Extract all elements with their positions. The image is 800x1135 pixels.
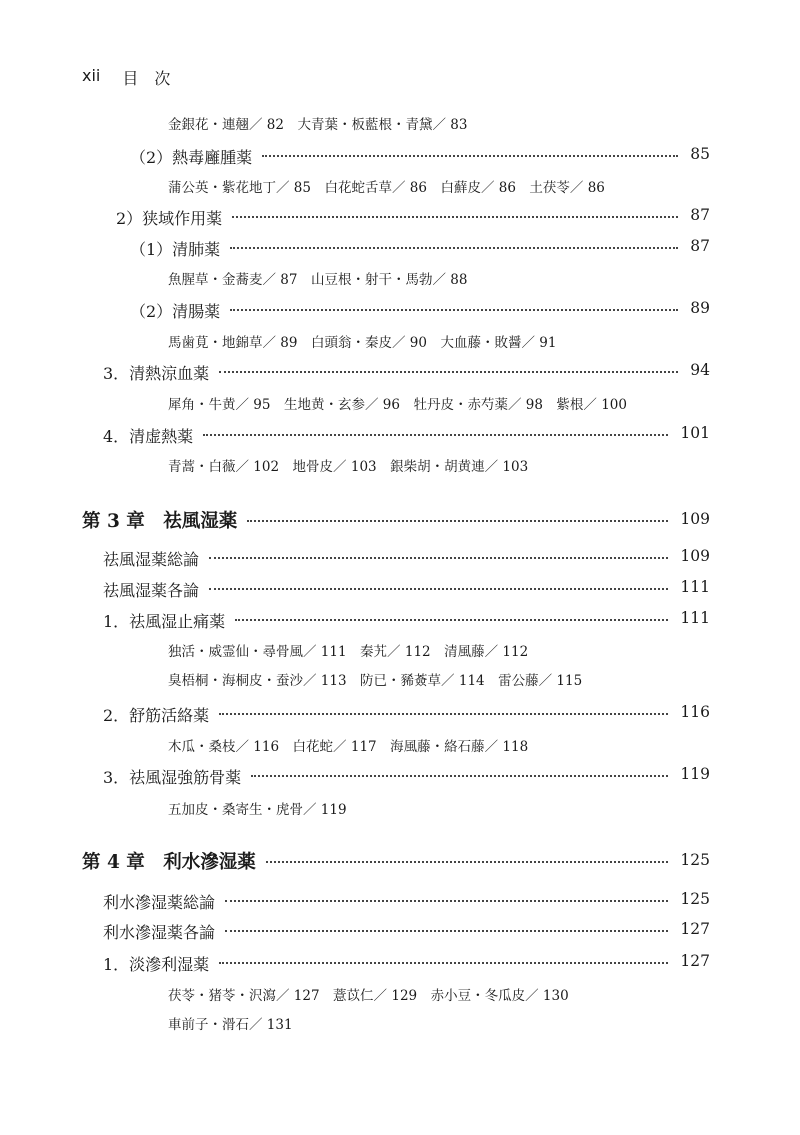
- toc-entry: [0, 698, 800, 728]
- toc-page-number: 125: [680, 890, 710, 908]
- toc-entry-title: 利水滲湿薬各論: [103, 923, 216, 942]
- toc-sub-line: [0, 448, 800, 478]
- toc-entry-title: （2）清腸薬: [130, 302, 221, 321]
- toc-entry: [0, 356, 800, 386]
- toc-page-number: 87: [690, 237, 710, 255]
- toc-entry-title: 第 4 章 利水滲湿薬: [82, 852, 256, 873]
- toc-sub-line: [0, 728, 800, 758]
- toc-entry: [0, 915, 800, 945]
- toc-sub-line: [0, 662, 800, 692]
- toc-page-number: 87: [690, 206, 710, 224]
- toc-entry: [0, 885, 800, 915]
- toc-sub-line: [0, 791, 800, 821]
- toc-page-number: 111: [680, 578, 710, 596]
- toc-sub-text: 臭梧桐・海桐皮・蚕沙／ 113 防已・豨薟草／ 114 雷公藤／ 115: [168, 673, 583, 689]
- toc-page-number: 101: [680, 424, 710, 442]
- toc-sub-line: [0, 633, 800, 663]
- toc-sub-text: 木瓜・桑枝／ 116 白花蛇／ 117 海風藤・絡石藤／ 118: [168, 739, 529, 755]
- toc-page-number: 111: [680, 609, 710, 627]
- toc-entry-title: 祛風湿薬総論: [103, 550, 200, 569]
- toc-entry: [0, 140, 800, 170]
- toc-leader-dots: [219, 713, 668, 715]
- page-header: [82, 66, 170, 89]
- toc-sub-text: 茯苓・猪苓・沢瀉／ 127 薏苡仁／ 129 赤小豆・冬瓜皮／ 130: [168, 988, 569, 1004]
- toc-entry: [0, 201, 800, 231]
- toc-sub-text: 馬歯莧・地錦草／ 89 白頭翁・秦皮／ 90 大血藤・敗醤／ 91: [168, 335, 557, 351]
- toc-sub-line: [0, 386, 800, 416]
- toc-sub-text: 魚腥草・金蕎麦／ 87 山豆根・射干・馬勃／ 88: [168, 272, 468, 288]
- toc-sub-line: [0, 261, 800, 291]
- toc-entry-title: （1）清肺薬: [130, 240, 221, 259]
- toc-sub-line: [0, 324, 800, 354]
- toc-sub-text: 車前子・滑石／ 131: [168, 1017, 293, 1033]
- toc-leader-dots: [209, 588, 668, 590]
- toc-entry-title: 祛風湿薬各論: [103, 581, 200, 600]
- toc-entry-title: 1．淡滲利湿薬: [103, 955, 210, 974]
- toc-leader-dots: [262, 155, 678, 157]
- toc-page-number: 119: [680, 765, 710, 783]
- toc-page-number: 127: [680, 952, 710, 970]
- toc-entry-title: 利水滲湿薬総論: [103, 893, 216, 912]
- toc-leader-dots: [230, 309, 678, 311]
- toc-leader-dots: [235, 619, 668, 621]
- toc-entry: [0, 232, 800, 262]
- toc-sub-text: 青蒿・白薇／ 102 地骨皮／ 103 銀柴胡・胡黄連／ 103: [168, 459, 529, 475]
- toc-sub-text: 金銀花・連翹／ 82 大青葉・板藍根・青黛／ 83: [168, 117, 468, 133]
- toc-entry: [0, 760, 800, 790]
- toc-entry: [0, 542, 800, 572]
- toc-page-number: 116: [680, 703, 710, 721]
- toc-page-number: 94: [690, 361, 710, 379]
- toc-page-number: 109: [680, 547, 710, 565]
- toc-leader-dots: [266, 861, 668, 863]
- toc-leader-dots: [219, 962, 668, 964]
- toc-entry: [0, 294, 800, 324]
- toc-sub-text: 五加皮・桑寄生・虎骨／ 119: [168, 802, 347, 818]
- toc-leader-dots: [232, 216, 678, 218]
- toc-sub-text: 犀角・牛黄／ 95 生地黄・玄参／ 96 牡丹皮・赤芍薬／ 98 紫根／ 100: [168, 397, 627, 413]
- page-number: xii: [82, 66, 101, 85]
- toc-leader-dots: [251, 775, 668, 777]
- toc-leader-dots: [219, 371, 678, 373]
- toc-entry: [0, 947, 800, 977]
- toc-entry-title: （2）熱毒廱腫薬: [130, 148, 253, 167]
- toc-leader-dots: [209, 557, 668, 559]
- toc-page-number: 125: [680, 851, 710, 869]
- toc-leader-dots: [230, 247, 678, 249]
- toc-leader-dots: [225, 930, 668, 932]
- toc-sub-line: [0, 1006, 800, 1036]
- toc-entry: [0, 573, 800, 603]
- toc-entry-title: 2．舒筋活絡薬: [103, 706, 210, 725]
- toc-sub-line: [0, 169, 800, 199]
- toc-page-number: 85: [690, 145, 710, 163]
- toc-leader-dots: [247, 520, 668, 522]
- toc-entry: [0, 419, 800, 449]
- running-title: 目 次: [122, 69, 171, 88]
- toc-entry-title: 第 3 章 祛風湿薬: [82, 511, 238, 532]
- toc-entry-title: 3．祛風湿強筋骨薬: [103, 768, 242, 787]
- toc-leader-dots: [225, 900, 668, 902]
- toc-sub-line: [0, 106, 800, 136]
- toc-chapter: [0, 845, 800, 875]
- toc-sub-line: [0, 977, 800, 1007]
- toc-entry-title: 2）狭域作用薬: [116, 209, 223, 228]
- toc-entry: [0, 604, 800, 634]
- toc-entry-title: 1．祛風湿止痛薬: [103, 612, 226, 631]
- toc-page-number: 109: [680, 510, 710, 528]
- toc-chapter: [0, 504, 800, 534]
- toc-sub-text: 蒲公英・紫花地丁／ 85 白花蛇舌草／ 86 白蘚皮／ 86 土茯苓／ 86: [168, 180, 605, 196]
- toc-sub-text: 独活・威霊仙・尋骨風／ 111 秦艽／ 112 清風藤／ 112: [168, 644, 529, 660]
- toc-entry-title: 4．清虚熱薬: [103, 427, 194, 446]
- toc-page-number: 89: [690, 299, 710, 317]
- toc-leader-dots: [203, 434, 668, 436]
- toc-page-number: 127: [680, 920, 710, 938]
- toc-entry-title: 3．清熱涼血薬: [103, 364, 210, 383]
